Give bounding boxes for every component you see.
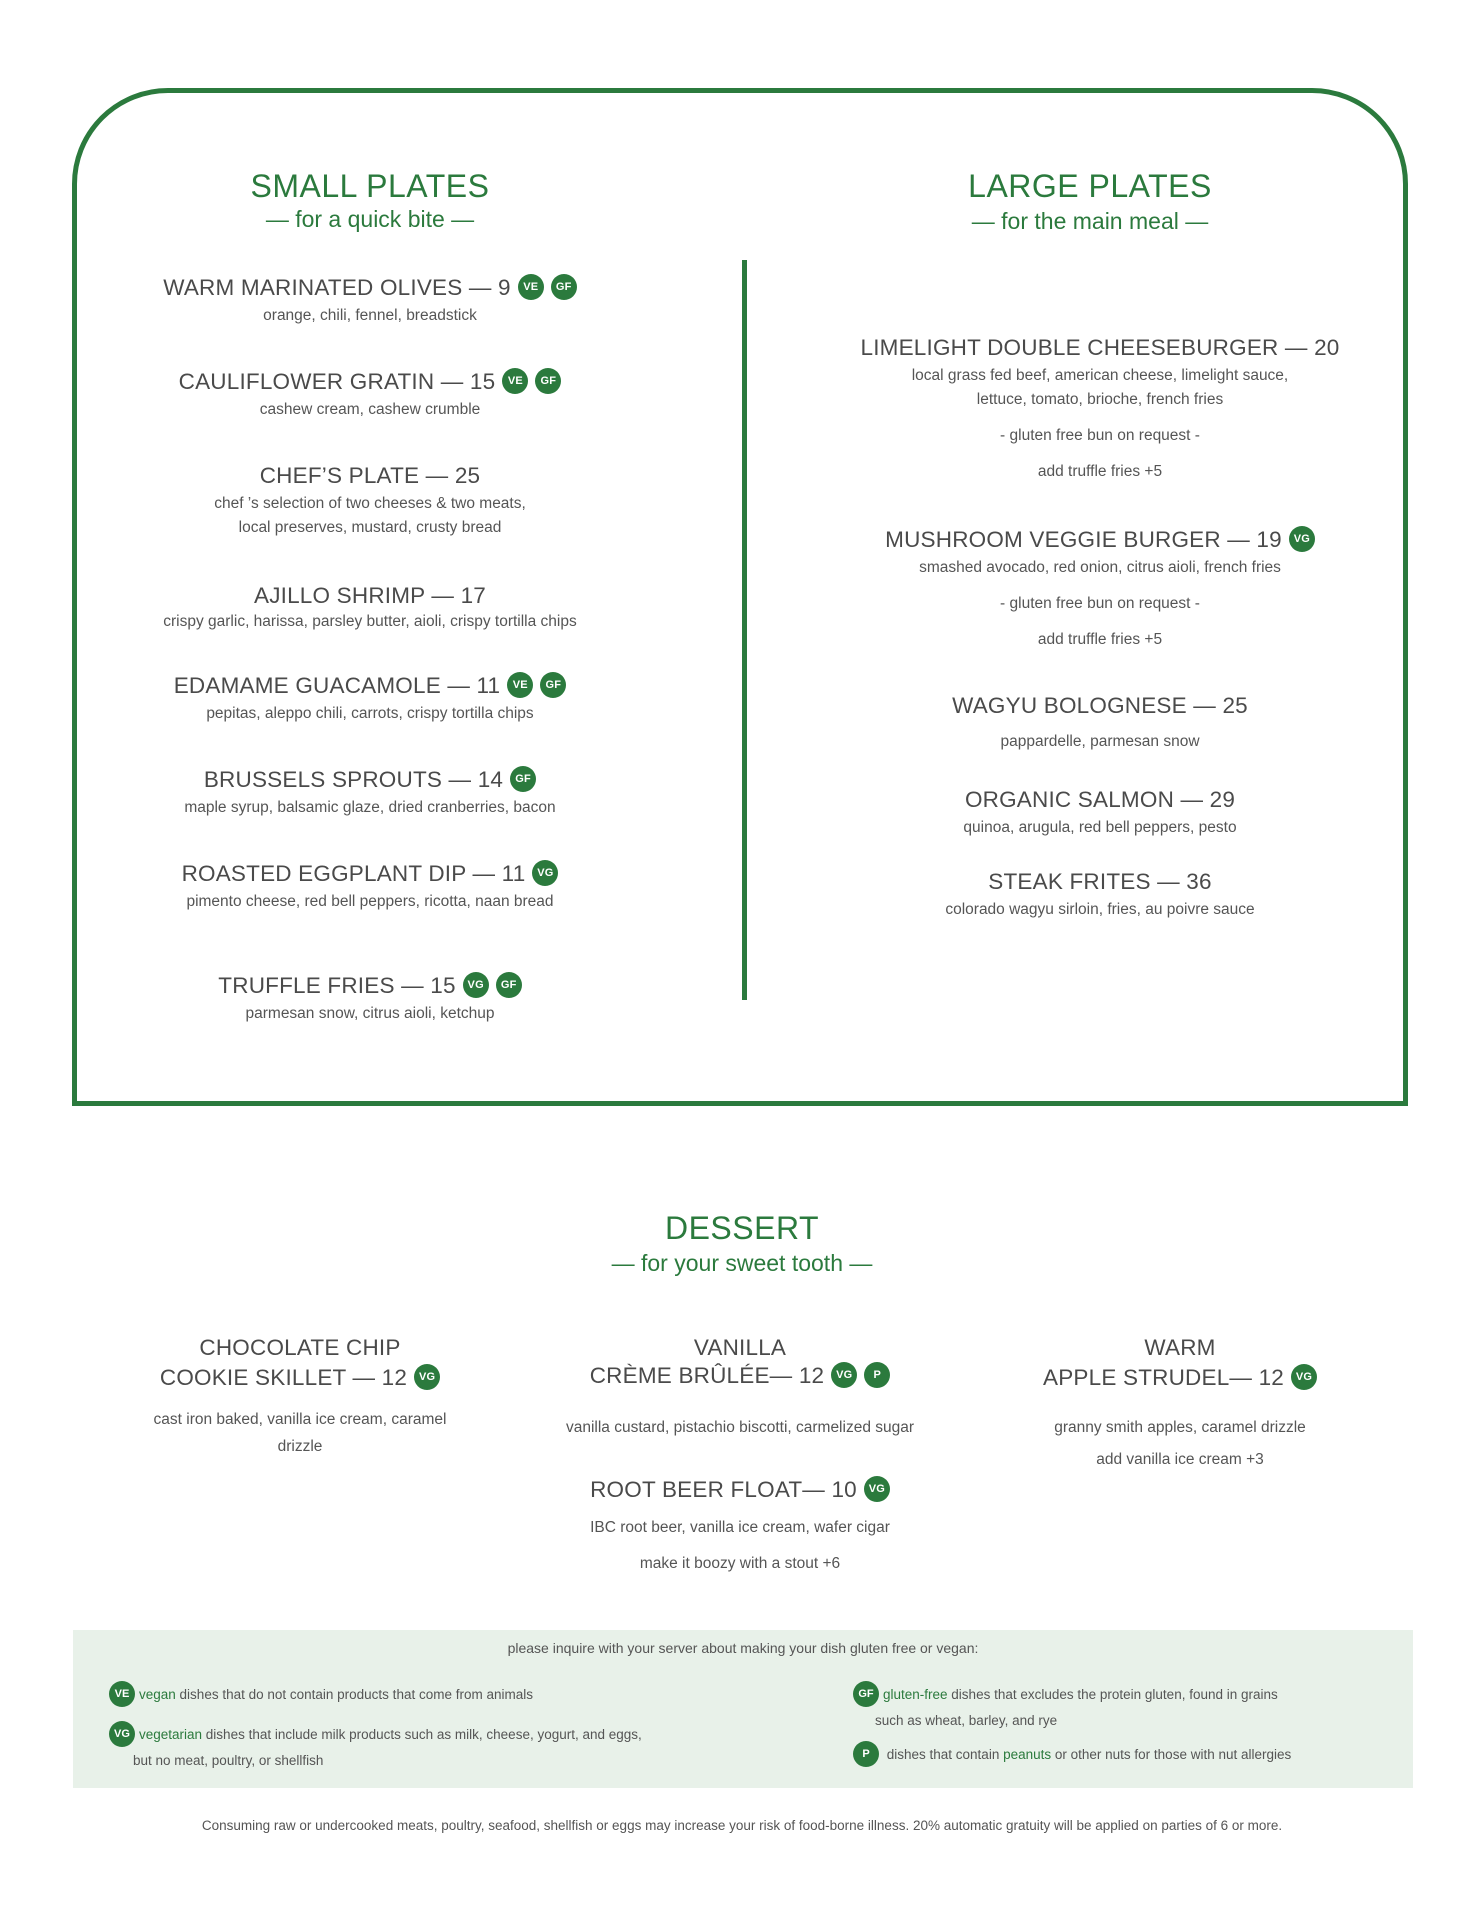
- vegan-badge-icon: VE: [109, 1681, 135, 1707]
- footer-disclaimer: Consuming raw or undercooked meats, poultry, seafood, shellfish or eggs may increase your risk of food-borne illness. 20% automatic gratuity will be applied on parties of 6 or more.: [201, 1818, 1283, 1833]
- gluten-free-badge-icon: GF: [551, 274, 577, 300]
- item-name: STEAK FRITES — 36: [988, 869, 1212, 894]
- small-plates-subtitle: — for a quick bite —: [265, 206, 475, 232]
- menu-item: [120, 972, 620, 1026]
- vegetarian-badge-icon: VG: [109, 1721, 135, 1747]
- item-name: APPLE STRUDEL— 12: [1043, 1365, 1284, 1390]
- large-plates-title: LARGE PLATES: [968, 168, 1212, 204]
- item-name: COOKIE SKILLET — 12: [159, 1365, 408, 1390]
- item-description: orange, chili, fennel, breadstick: [263, 307, 477, 325]
- peanut-badge-icon: P: [853, 1741, 879, 1767]
- column-divider: [742, 260, 747, 1000]
- legend-vegan: VE vegan dishes that do not contain products that come from animals: [109, 1682, 533, 1708]
- item-description: cast iron baked, vanilla ice cream, caramel drizzle: [153, 1411, 447, 1456]
- menu-item: [840, 868, 1360, 922]
- large-plates-subtitle: — for the main meal —: [971, 208, 1209, 234]
- menu-item: [120, 462, 620, 540]
- dessert-title: DESSERT: [664, 1210, 820, 1246]
- item-description: crispy garlic, harissa, parsley butter, aioli, crispy tortilla chips: [163, 613, 577, 630]
- menu-item: [840, 526, 1360, 652]
- legend-vegetarian: VG vegetarian dishes that include milk products such as milk, cheese, yogurt, and eggs, but no meat, poultry, or shellfish: [109, 1722, 642, 1774]
- gluten-free-badge-icon: GF: [540, 672, 566, 698]
- menu-item: [120, 860, 620, 914]
- gluten-free-badge-icon: GF: [510, 766, 536, 792]
- gluten-free-badge-icon: GF: [853, 1681, 879, 1707]
- vegetarian-badge-icon: VG: [1289, 526, 1315, 552]
- menu-item: [840, 786, 1360, 840]
- item-name-line: WARM: [1144, 1335, 1216, 1360]
- item-description: granny smith apples, caramel drizzle: [1054, 1419, 1306, 1437]
- item-note: add vanilla ice cream +3: [1096, 1451, 1264, 1469]
- vegan-badge-icon: VE: [507, 672, 533, 698]
- menu-item: [120, 368, 620, 422]
- item-description: vanilla custard, pistachio biscotti, carmelized sugar: [565, 1419, 915, 1437]
- gluten-free-badge-icon: GF: [496, 972, 522, 998]
- item-name-line: VANILLA: [693, 1335, 787, 1360]
- item-description: IBC root beer, vanilla ice cream, wafer cigar: [590, 1519, 890, 1537]
- vegan-badge-icon: VE: [518, 274, 544, 300]
- item-description: parmesan snow, citrus aioli, ketchup: [245, 1005, 495, 1023]
- item-name: WARM MARINATED OLIVES — 9: [163, 275, 511, 300]
- item-name: EDAMAME GUACAMOLE — 11: [173, 673, 501, 698]
- legend-peanuts: P dishes that contain peanuts or other nuts for those with nut allergies: [853, 1742, 1291, 1768]
- item-name: WAGYU BOLOGNESE — 25: [952, 693, 1248, 718]
- vegetarian-badge-icon: VG: [414, 1364, 440, 1390]
- item-description: pimento cheese, red bell peppers, ricotta, naan bread: [186, 893, 554, 911]
- item-description: pepitas, aleppo chili, carrots, crispy tortilla chips: [206, 705, 534, 723]
- item-name: TRUFFLE FRIES — 15: [218, 973, 456, 998]
- item-name: CRÈME BRÛLÉE— 12: [589, 1363, 825, 1388]
- item-name: CHEF’S PLATE — 25: [259, 463, 481, 488]
- menu-item: [520, 1334, 960, 1440]
- item-description: local grass fed beef, american cheese, limelight sauce, lettuce, tomato, brioche, french fries: [911, 367, 1289, 408]
- item-note: add truffle fries +5: [1037, 631, 1163, 649]
- dessert-subtitle: — for your sweet tooth —: [611, 1250, 873, 1276]
- item-description: quinoa, arugula, red bell peppers, pesto: [963, 819, 1237, 836]
- vegetarian-badge-icon: VG: [532, 860, 558, 886]
- item-description: cashew cream, cashew crumble: [259, 401, 481, 419]
- menu-item: [120, 274, 620, 328]
- item-description: smashed avocado, red onion, citrus aioli, french fries: [919, 559, 1281, 577]
- menu-item: [840, 692, 1360, 754]
- menu-item: [120, 582, 620, 634]
- gluten-free-badge-icon: GF: [535, 368, 561, 394]
- item-note: add truffle fries +5: [1037, 463, 1163, 480]
- item-name: AJILLO SHRIMP — 17: [253, 583, 487, 608]
- item-description: maple syrup, balsamic glaze, dried cranberries, bacon: [184, 799, 556, 817]
- item-name-line: CHOCOLATE CHIP: [199, 1335, 401, 1360]
- item-name: ROASTED EGGPLANT DIP — 11: [181, 861, 526, 886]
- menu-item: [120, 672, 620, 726]
- legend-intro: please inquire with your server about making your dish gluten free or vegan:: [507, 1640, 979, 1656]
- vegetarian-badge-icon: VG: [864, 1476, 890, 1502]
- item-name: MUSHROOM VEGGIE BURGER — 19: [885, 527, 1282, 552]
- menu-item: [120, 766, 620, 820]
- menu-item: [130, 1334, 470, 1460]
- menu-item: [1000, 1334, 1360, 1472]
- menu-item: [840, 334, 1360, 484]
- item-note: - gluten free bun on request -: [1000, 595, 1200, 613]
- legend-gluten-free: GF gluten-free dishes that excludes the protein gluten, found in grains such as wheat, barley, and rye: [853, 1682, 1278, 1734]
- item-note: make it boozy with a stout +6: [639, 1555, 841, 1573]
- vegetarian-badge-icon: VG: [831, 1362, 857, 1388]
- dietary-legend: [73, 1630, 1413, 1788]
- item-name: CAULIFLOWER GRATIN — 15: [178, 369, 496, 394]
- item-name: ORGANIC SALMON — 29: [964, 787, 1236, 812]
- item-description: chef ’s selection of two cheeses & two meats, local preserves, mustard, crusty bread: [214, 495, 526, 536]
- item-name: BRUSSELS SPROUTS — 14: [203, 767, 504, 792]
- item-name: ROOT BEER FLOAT— 10: [590, 1477, 857, 1502]
- vegan-badge-icon: VE: [502, 368, 528, 394]
- small-plates-title: SMALL PLATES: [250, 168, 490, 204]
- vegetarian-badge-icon: VG: [1291, 1364, 1317, 1390]
- item-name: LIMELIGHT DOUBLE CHEESEBURGER — 20: [860, 335, 1340, 360]
- item-description: colorado wagyu sirloin, fries, au poivre sauce: [945, 901, 1255, 918]
- item-description: pappardelle, parmesan snow: [1000, 733, 1200, 750]
- vegetarian-badge-icon: VG: [463, 972, 489, 998]
- menu-item: [520, 1476, 960, 1576]
- item-note: - gluten free bun on request -: [1000, 427, 1200, 444]
- peanut-badge-icon: P: [864, 1362, 890, 1388]
